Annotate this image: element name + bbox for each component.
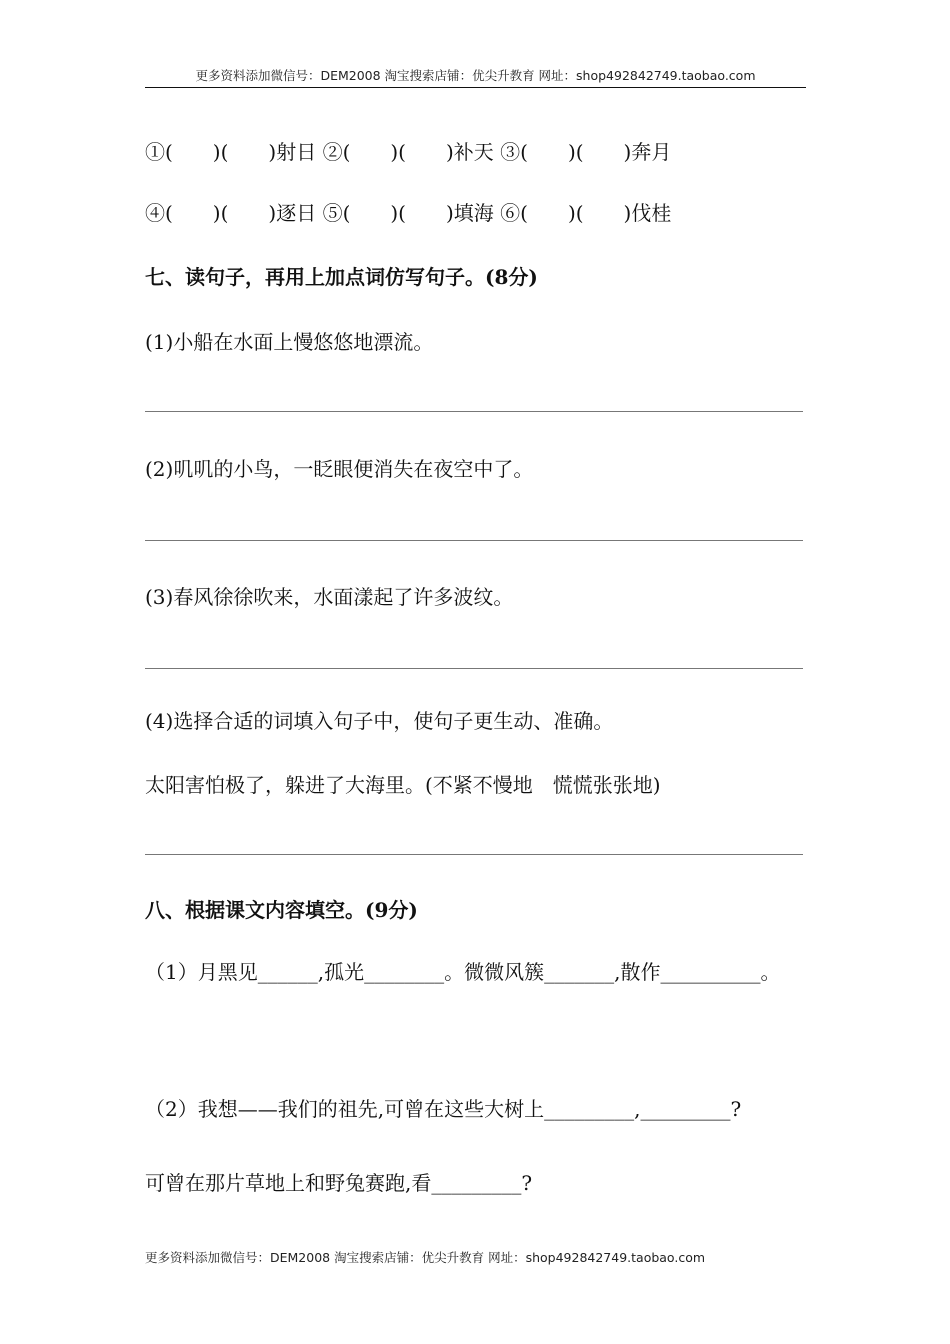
section-7-question-1: (1)小船在水面上慢悠悠地漂流。 (145, 330, 434, 354)
header-divider (145, 87, 806, 88)
answer-line-1[interactable] (145, 411, 803, 412)
section-8-question-2-continued: 可曾在那片草地上和野兔赛跑,看_________? (145, 1171, 533, 1195)
page-header: 更多资料添加微信号：DEM2008 淘宝搜索店铺：优尖升教育 网址：shop492842749.taobao.com (195, 68, 756, 83)
section-7-question-4: (4)选择合适的词填入句子中，使句子更生动、准确。 (145, 709, 614, 733)
section-7-question-4-sentence: 太阳害怕极了，躲进了大海里。(不紧不慢地 慌慌张张地) (145, 773, 661, 797)
section-7-title: 七、读句子，再用上加点词仿写句子。(8分) (145, 265, 538, 289)
idiom-row-2: ④( )( )逐日 ⑤( )( )填海 ⑥( )( )伐桂 (145, 201, 672, 225)
section-7-question-3: (3)春风徐徐吹来，水面漾起了许多波纹。 (145, 585, 514, 609)
answer-line-2[interactable] (145, 540, 803, 541)
idiom-row-1: ①( )( )射日 ②( )( )补天 ③( )( )奔月 (145, 140, 672, 164)
section-7-question-2: (2)叽叽的小鸟，一眨眼便消失在夜空中了。 (145, 457, 534, 481)
answer-line-3[interactable] (145, 668, 803, 669)
section-8-title: 八、根据课文内容填空。(9分) (145, 898, 418, 922)
section-8-question-2: （2）我想——我们的祖先,可曾在这些大树上_________,_________? (145, 1097, 742, 1121)
section-8-question-1: （1）月黑见______,孤光________。微微风簇_______,散作__________。 (145, 960, 781, 984)
answer-line-4[interactable] (145, 854, 803, 855)
page-footer: 更多资料添加微信号：DEM2008 淘宝搜索店铺：优尖升教育 网址：shop492842749.taobao.com (145, 1250, 706, 1265)
